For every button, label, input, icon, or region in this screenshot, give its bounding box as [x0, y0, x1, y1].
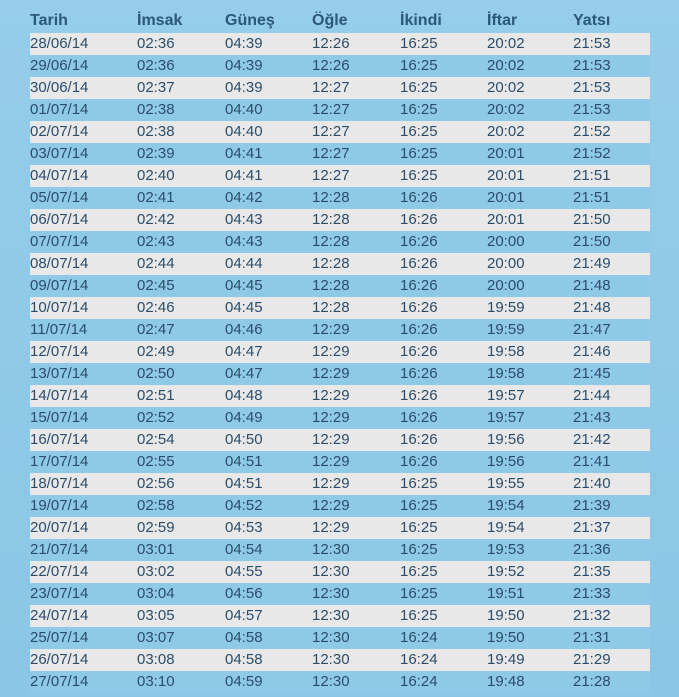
- cell-ikindi: 16:26: [400, 407, 487, 429]
- table-row: [30, 209, 650, 231]
- cell-ikindi: 16:26: [400, 341, 487, 363]
- table-row: [30, 297, 650, 319]
- cell-date: 06/07/14: [30, 209, 137, 231]
- table-row: [30, 385, 650, 407]
- cell-yatsi: 21:50: [573, 209, 650, 231]
- prayer-times-table: [30, 9, 650, 693]
- cell-iftar: 20:01: [487, 209, 573, 231]
- cell-ikindi: 16:26: [400, 231, 487, 253]
- cell-ikindi: 16:25: [400, 539, 487, 561]
- cell-yatsi: 21:48: [573, 275, 650, 297]
- cell-iftar: 19:53: [487, 539, 573, 561]
- cell-iftar: 19:49: [487, 649, 573, 671]
- table-row: [30, 407, 650, 429]
- cell-ogle: 12:28: [312, 231, 400, 253]
- table-header: [30, 9, 650, 33]
- table-row: [30, 671, 650, 693]
- cell-iftar: 19:48: [487, 671, 573, 693]
- cell-iftar: 20:02: [487, 77, 573, 99]
- cell-imsak: 02:52: [137, 407, 225, 429]
- cell-imsak: 02:36: [137, 55, 225, 77]
- cell-date: 23/07/14: [30, 583, 137, 605]
- cell-date: 14/07/14: [30, 385, 137, 407]
- cell-imsak: 02:43: [137, 231, 225, 253]
- cell-yatsi: 21:31: [573, 627, 650, 649]
- cell-imsak: 02:40: [137, 165, 225, 187]
- cell-ikindi: 16:25: [400, 517, 487, 539]
- cell-ikindi: 16:25: [400, 605, 487, 627]
- cell-yatsi: 21:53: [573, 77, 650, 99]
- cell-gunes: 04:39: [225, 33, 312, 55]
- cell-gunes: 04:51: [225, 473, 312, 495]
- cell-date: 15/07/14: [30, 407, 137, 429]
- cell-ikindi: 16:25: [400, 583, 487, 605]
- cell-imsak: 02:56: [137, 473, 225, 495]
- cell-ikindi: 16:26: [400, 363, 487, 385]
- cell-gunes: 04:57: [225, 605, 312, 627]
- cell-iftar: 19:57: [487, 385, 573, 407]
- cell-yatsi: 21:37: [573, 517, 650, 539]
- cell-yatsi: 21:43: [573, 407, 650, 429]
- cell-imsak: 03:08: [137, 649, 225, 671]
- cell-iftar: 20:02: [487, 33, 573, 55]
- cell-yatsi: 21:29: [573, 649, 650, 671]
- cell-imsak: 03:02: [137, 561, 225, 583]
- cell-yatsi: 21:44: [573, 385, 650, 407]
- cell-ikindi: 16:25: [400, 77, 487, 99]
- cell-imsak: 02:54: [137, 429, 225, 451]
- header-row: [30, 9, 650, 33]
- cell-yatsi: 21:51: [573, 187, 650, 209]
- cell-ikindi: 16:26: [400, 385, 487, 407]
- cell-yatsi: 21:53: [573, 99, 650, 121]
- cell-iftar: 19:50: [487, 605, 573, 627]
- cell-ogle: 12:27: [312, 143, 400, 165]
- cell-yatsi: 21:52: [573, 121, 650, 143]
- cell-gunes: 04:45: [225, 275, 312, 297]
- cell-gunes: 04:43: [225, 209, 312, 231]
- cell-ogle: 12:28: [312, 209, 400, 231]
- cell-yatsi: 21:51: [573, 165, 650, 187]
- cell-date: 20/07/14: [30, 517, 137, 539]
- cell-gunes: 04:46: [225, 319, 312, 341]
- cell-ogle: 12:27: [312, 99, 400, 121]
- cell-imsak: 02:50: [137, 363, 225, 385]
- cell-yatsi: 21:35: [573, 561, 650, 583]
- cell-ikindi: 16:24: [400, 671, 487, 693]
- table-row: [30, 253, 650, 275]
- cell-yatsi: 21:49: [573, 253, 650, 275]
- cell-ogle: 12:28: [312, 253, 400, 275]
- table-row: [30, 627, 650, 649]
- cell-ogle: 12:29: [312, 517, 400, 539]
- cell-ikindi: 16:25: [400, 99, 487, 121]
- cell-date: 26/07/14: [30, 649, 137, 671]
- cell-gunes: 04:47: [225, 363, 312, 385]
- cell-date: 04/07/14: [30, 165, 137, 187]
- cell-date: 21/07/14: [30, 539, 137, 561]
- cell-ikindi: 16:26: [400, 187, 487, 209]
- cell-imsak: 02:49: [137, 341, 225, 363]
- table-row: [30, 583, 650, 605]
- cell-ogle: 12:27: [312, 165, 400, 187]
- cell-ikindi: 16:26: [400, 319, 487, 341]
- cell-ikindi: 16:26: [400, 209, 487, 231]
- cell-gunes: 04:53: [225, 517, 312, 539]
- cell-yatsi: 21:40: [573, 473, 650, 495]
- cell-gunes: 04:51: [225, 451, 312, 473]
- table-row: [30, 473, 650, 495]
- cell-gunes: 04:59: [225, 671, 312, 693]
- cell-yatsi: 21:28: [573, 671, 650, 693]
- cell-imsak: 02:41: [137, 187, 225, 209]
- cell-iftar: 19:54: [487, 517, 573, 539]
- header-imsak: İmsak: [137, 12, 183, 29]
- cell-ikindi: 16:25: [400, 55, 487, 77]
- cell-gunes: 04:48: [225, 385, 312, 407]
- cell-date: 27/07/14: [30, 671, 137, 693]
- cell-date: 16/07/14: [30, 429, 137, 451]
- cell-iftar: 20:00: [487, 253, 573, 275]
- cell-date: 13/07/14: [30, 363, 137, 385]
- cell-ikindi: 16:24: [400, 649, 487, 671]
- header-yatsi: Yatsı: [573, 12, 611, 29]
- cell-gunes: 04:50: [225, 429, 312, 451]
- cell-ikindi: 16:25: [400, 33, 487, 55]
- cell-ikindi: 16:25: [400, 143, 487, 165]
- header-ogle: Öğle: [312, 12, 348, 29]
- cell-imsak: 03:05: [137, 605, 225, 627]
- cell-imsak: 02:47: [137, 319, 225, 341]
- cell-yatsi: 21:42: [573, 429, 650, 451]
- cell-imsak: 02:44: [137, 253, 225, 275]
- cell-imsak: 02:51: [137, 385, 225, 407]
- cell-ikindi: 16:25: [400, 473, 487, 495]
- cell-date: 09/07/14: [30, 275, 137, 297]
- cell-imsak: 03:04: [137, 583, 225, 605]
- cell-ogle: 12:26: [312, 55, 400, 77]
- cell-ogle: 12:30: [312, 583, 400, 605]
- cell-imsak: 02:58: [137, 495, 225, 517]
- cell-date: 08/07/14: [30, 253, 137, 275]
- cell-yatsi: 21:32: [573, 605, 650, 627]
- cell-gunes: 04:41: [225, 143, 312, 165]
- cell-imsak: 03:07: [137, 627, 225, 649]
- cell-imsak: 02:42: [137, 209, 225, 231]
- cell-iftar: 19:58: [487, 363, 573, 385]
- cell-date: 10/07/14: [30, 297, 137, 319]
- cell-gunes: 04:43: [225, 231, 312, 253]
- cell-iftar: 19:56: [487, 429, 573, 451]
- cell-iftar: 19:55: [487, 473, 573, 495]
- cell-yatsi: 21:41: [573, 451, 650, 473]
- cell-yatsi: 21:39: [573, 495, 650, 517]
- cell-ikindi: 16:26: [400, 297, 487, 319]
- table-row: [30, 187, 650, 209]
- table-row: [30, 33, 650, 55]
- cell-gunes: 04:39: [225, 55, 312, 77]
- table-row: [30, 561, 650, 583]
- cell-imsak: 03:10: [137, 671, 225, 693]
- cell-imsak: 02:46: [137, 297, 225, 319]
- cell-date: 12/07/14: [30, 341, 137, 363]
- cell-gunes: 04:49: [225, 407, 312, 429]
- cell-iftar: 19:59: [487, 297, 573, 319]
- cell-iftar: 20:02: [487, 121, 573, 143]
- cell-gunes: 04:40: [225, 99, 312, 121]
- cell-gunes: 04:40: [225, 121, 312, 143]
- cell-date: 19/07/14: [30, 495, 137, 517]
- cell-imsak: 02:55: [137, 451, 225, 473]
- table-row: [30, 231, 650, 253]
- header-gunes: Güneş: [225, 12, 275, 29]
- cell-imsak: 02:38: [137, 99, 225, 121]
- cell-gunes: 04:47: [225, 341, 312, 363]
- cell-ogle: 12:29: [312, 319, 400, 341]
- cell-gunes: 04:42: [225, 187, 312, 209]
- cell-ogle: 12:30: [312, 539, 400, 561]
- cell-ogle: 12:29: [312, 363, 400, 385]
- cell-gunes: 04:58: [225, 627, 312, 649]
- cell-date: 17/07/14: [30, 451, 137, 473]
- table-row: [30, 165, 650, 187]
- cell-ogle: 12:29: [312, 451, 400, 473]
- cell-gunes: 04:55: [225, 561, 312, 583]
- cell-imsak: 02:39: [137, 143, 225, 165]
- cell-date: 05/07/14: [30, 187, 137, 209]
- cell-gunes: 04:58: [225, 649, 312, 671]
- cell-iftar: 19:59: [487, 319, 573, 341]
- cell-ikindi: 16:25: [400, 561, 487, 583]
- table-row: [30, 517, 650, 539]
- table-row: [30, 429, 650, 451]
- cell-ikindi: 16:25: [400, 165, 487, 187]
- cell-ogle: 12:30: [312, 561, 400, 583]
- cell-ikindi: 16:25: [400, 121, 487, 143]
- cell-iftar: 20:02: [487, 55, 573, 77]
- cell-gunes: 04:41: [225, 165, 312, 187]
- cell-gunes: 04:39: [225, 77, 312, 99]
- table-row: [30, 495, 650, 517]
- cell-ogle: 12:28: [312, 275, 400, 297]
- cell-iftar: 20:01: [487, 165, 573, 187]
- cell-imsak: 02:38: [137, 121, 225, 143]
- cell-date: 28/06/14: [30, 33, 137, 55]
- cell-yatsi: 21:50: [573, 231, 650, 253]
- cell-yatsi: 21:53: [573, 55, 650, 77]
- table-row: [30, 77, 650, 99]
- cell-date: 30/06/14: [30, 77, 137, 99]
- cell-gunes: 04:45: [225, 297, 312, 319]
- table-row: [30, 275, 650, 297]
- cell-imsak: 02:37: [137, 77, 225, 99]
- cell-iftar: 20:01: [487, 187, 573, 209]
- cell-yatsi: 21:33: [573, 583, 650, 605]
- cell-ogle: 12:29: [312, 407, 400, 429]
- cell-ikindi: 16:26: [400, 275, 487, 297]
- table-row: [30, 319, 650, 341]
- header-iftar: İftar: [487, 12, 518, 29]
- cell-ogle: 12:29: [312, 341, 400, 363]
- cell-yatsi: 21:53: [573, 33, 650, 55]
- cell-imsak: 03:01: [137, 539, 225, 561]
- cell-ogle: 12:26: [312, 33, 400, 55]
- cell-date: 18/07/14: [30, 473, 137, 495]
- cell-yatsi: 21:36: [573, 539, 650, 561]
- table-row: [30, 55, 650, 77]
- header-ikindi: İkindi: [400, 12, 442, 29]
- table-body: [30, 33, 650, 693]
- cell-date: 24/07/14: [30, 605, 137, 627]
- cell-ogle: 12:27: [312, 121, 400, 143]
- cell-imsak: 02:36: [137, 33, 225, 55]
- cell-yatsi: 21:45: [573, 363, 650, 385]
- cell-ikindi: 16:24: [400, 627, 487, 649]
- cell-ogle: 12:30: [312, 671, 400, 693]
- table-row: [30, 605, 650, 627]
- cell-date: 03/07/14: [30, 143, 137, 165]
- cell-iftar: 19:57: [487, 407, 573, 429]
- cell-ikindi: 16:26: [400, 429, 487, 451]
- table-row: [30, 99, 650, 121]
- table-row: [30, 451, 650, 473]
- table-row: [30, 143, 650, 165]
- cell-iftar: 19:51: [487, 583, 573, 605]
- cell-date: 22/07/14: [30, 561, 137, 583]
- cell-date: 11/07/14: [30, 319, 137, 341]
- cell-date: 01/07/14: [30, 99, 137, 121]
- cell-ogle: 12:30: [312, 605, 400, 627]
- cell-iftar: 19:54: [487, 495, 573, 517]
- cell-yatsi: 21:47: [573, 319, 650, 341]
- cell-imsak: 02:45: [137, 275, 225, 297]
- table-row: [30, 121, 650, 143]
- cell-iftar: 20:02: [487, 99, 573, 121]
- cell-gunes: 04:56: [225, 583, 312, 605]
- table-row: [30, 539, 650, 561]
- cell-ogle: 12:30: [312, 649, 400, 671]
- cell-ikindi: 16:26: [400, 253, 487, 275]
- cell-gunes: 04:52: [225, 495, 312, 517]
- header-date: Tarih: [30, 12, 68, 29]
- cell-iftar: 19:58: [487, 341, 573, 363]
- cell-date: 29/06/14: [30, 55, 137, 77]
- cell-ikindi: 16:25: [400, 495, 487, 517]
- cell-date: 25/07/14: [30, 627, 137, 649]
- cell-ogle: 12:29: [312, 495, 400, 517]
- cell-iftar: 20:01: [487, 143, 573, 165]
- cell-yatsi: 21:48: [573, 297, 650, 319]
- cell-iftar: 20:00: [487, 231, 573, 253]
- cell-iftar: 19:56: [487, 451, 573, 473]
- cell-gunes: 04:44: [225, 253, 312, 275]
- cell-ogle: 12:29: [312, 385, 400, 407]
- cell-yatsi: 21:52: [573, 143, 650, 165]
- cell-ogle: 12:29: [312, 429, 400, 451]
- cell-imsak: 02:59: [137, 517, 225, 539]
- table-row: [30, 363, 650, 385]
- cell-yatsi: 21:46: [573, 341, 650, 363]
- cell-iftar: 19:52: [487, 561, 573, 583]
- table-row: [30, 649, 650, 671]
- cell-iftar: 19:50: [487, 627, 573, 649]
- cell-ogle: 12:28: [312, 297, 400, 319]
- cell-gunes: 04:54: [225, 539, 312, 561]
- cell-ogle: 12:29: [312, 473, 400, 495]
- cell-ogle: 12:27: [312, 77, 400, 99]
- cell-ogle: 12:28: [312, 187, 400, 209]
- cell-ikindi: 16:26: [400, 451, 487, 473]
- table-row: [30, 341, 650, 363]
- cell-ogle: 12:30: [312, 627, 400, 649]
- cell-date: 07/07/14: [30, 231, 137, 253]
- cell-iftar: 20:00: [487, 275, 573, 297]
- cell-date: 02/07/14: [30, 121, 137, 143]
